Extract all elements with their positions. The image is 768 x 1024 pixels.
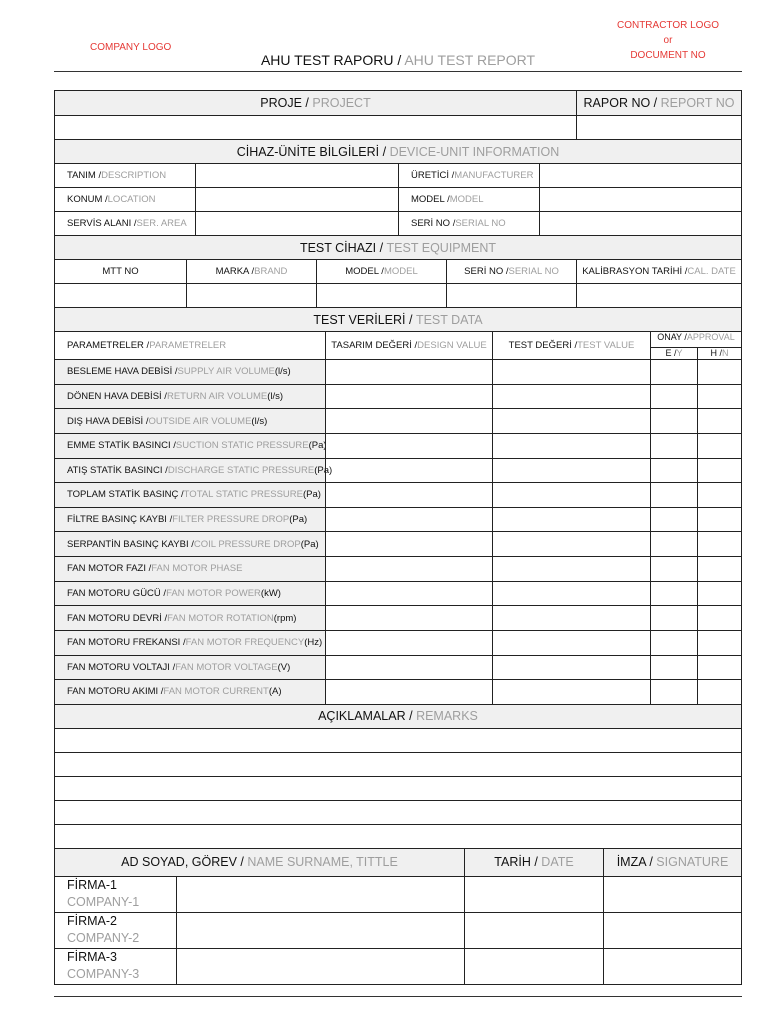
approval-no-field[interactable] (697, 557, 741, 581)
equipment-value-field[interactable] (186, 284, 316, 307)
test-value-field[interactable] (492, 631, 650, 655)
bottom-divider (54, 996, 742, 997)
param-en: RETURN AIR VOLUME (166, 390, 268, 402)
test-value-field[interactable] (492, 656, 650, 680)
col-en: SERIAL NO (508, 266, 559, 277)
name-surname-field[interactable] (176, 949, 464, 984)
design-header-tr: TASARIM DEĞERİ / (331, 340, 418, 351)
col-tr: KALİBRASYON TARİHİ / (582, 266, 688, 277)
design-value-field[interactable] (325, 582, 492, 606)
title-divider (54, 71, 742, 72)
parameter-label (55, 557, 325, 581)
approval-yes-field[interactable] (650, 483, 697, 507)
company-label (55, 949, 176, 984)
test-value-field[interactable] (492, 434, 650, 458)
test-data-columns (55, 331, 741, 359)
device-right-label (398, 164, 539, 187)
approval-yes-field[interactable] (650, 434, 697, 458)
test-value-field[interactable] (492, 409, 650, 433)
label-en: LOCATION (107, 194, 156, 205)
param-tr: FAN MOTOR FAZI / (67, 563, 152, 575)
approval-no-field[interactable] (697, 483, 741, 507)
param-unit: (Pa) (314, 464, 333, 476)
name-surname-field[interactable] (176, 877, 464, 912)
test-equipment-header (55, 235, 741, 259)
parameter-label (55, 582, 325, 606)
device-info-title-en: DEVICE-UNIT INFORMATION (389, 144, 560, 159)
test-value-field[interactable] (492, 508, 650, 532)
param-en: FILTER PRESSURE DROP (172, 514, 290, 526)
param-tr: FAN MOTORU AKIMI / (67, 686, 164, 698)
param-tr: ATIŞ STATİK BASINCI / (67, 464, 168, 476)
test-data-row (55, 408, 741, 433)
design-value-field[interactable] (325, 508, 492, 532)
parameter-label (55, 606, 325, 630)
parameter-label (55, 409, 325, 433)
remarks-header (55, 704, 741, 728)
param-unit: (l/s) (251, 415, 268, 427)
date-header-en: DATE (541, 855, 574, 870)
yes-tr: E / (665, 348, 677, 358)
param-en: OUTSIDE AIR VOLUME (148, 415, 252, 427)
test-value-field[interactable] (492, 360, 650, 384)
approval-en: APPROVAL (686, 332, 735, 342)
param-en: FAN MOTOR ROTATION (167, 612, 274, 624)
approval-yes-field[interactable] (650, 680, 697, 704)
remarks-line[interactable] (55, 824, 741, 848)
param-en: DISCHARGE STATIC PRESSURE (167, 464, 315, 476)
remarks-title (55, 705, 741, 728)
signature-header-en: SIGNATURE (656, 855, 729, 870)
approval-no-field[interactable] (697, 360, 741, 384)
label-tr: SERVİS ALANI / (67, 218, 137, 229)
device-right-label (398, 188, 539, 211)
approval-tr: ONAY / (657, 332, 687, 342)
col-tr: SERİ NO / (464, 266, 509, 277)
device-right-field[interactable] (539, 188, 741, 211)
device-left-field[interactable] (195, 188, 398, 211)
design-value-field[interactable] (325, 434, 492, 458)
device-right-field[interactable] (539, 212, 741, 235)
col-tr: MTT NO (102, 266, 139, 277)
device-left-label (55, 212, 195, 235)
design-value-field[interactable] (325, 409, 492, 433)
company-en: COMPANY-2 (67, 931, 140, 946)
remarks-line[interactable] (55, 728, 741, 752)
signature-field[interactable] (603, 877, 741, 912)
approval-no-field[interactable] (697, 459, 741, 483)
approval-column-header (650, 332, 741, 359)
parameter-label (55, 508, 325, 532)
device-info-title-tr: CİHAZ-ÜNİTE BİLGİLERİ / (236, 144, 387, 159)
date-header (464, 849, 603, 876)
company-en: COMPANY-3 (67, 967, 140, 982)
param-header-tr: PARAMETRELER / (67, 340, 150, 351)
param-tr: FAN MOTORU FREKANSI / (67, 637, 186, 649)
project-field[interactable] (55, 116, 576, 139)
test-data-row (55, 359, 741, 384)
signature-col-header (603, 849, 741, 876)
device-left-field[interactable] (195, 164, 398, 187)
approval-yes-field[interactable] (650, 631, 697, 655)
approval-yes-field[interactable] (650, 532, 697, 556)
parameter-label (55, 532, 325, 556)
test-value-field[interactable] (492, 459, 650, 483)
test-equipment-title (55, 236, 741, 259)
design-value-field[interactable] (325, 680, 492, 704)
signature-header (55, 848, 741, 876)
test-value-field[interactable] (492, 532, 650, 556)
test-data-rows (55, 359, 741, 704)
param-tr: FAN MOTORU GÜCÜ / (67, 587, 167, 599)
design-value-field[interactable] (325, 483, 492, 507)
approval-no-field[interactable] (697, 582, 741, 606)
param-en: FAN MOTOR CURRENT (163, 686, 269, 698)
test-data-title-en: TEST DATA (415, 312, 483, 327)
approval-no-field[interactable] (697, 606, 741, 630)
test-value-field[interactable] (492, 557, 650, 581)
test-data-row (55, 507, 741, 532)
test-data-row (55, 482, 741, 507)
parameter-label (55, 631, 325, 655)
param-en: FAN MOTOR FREQUENCY (185, 637, 305, 649)
param-en: SUPPLY AIR VOLUME (177, 366, 275, 378)
project-header-row (55, 91, 741, 115)
contractor-logo-line: CONTRACTOR LOGO (616, 20, 720, 31)
test-equipment-title-en: TEST EQUIPMENT (386, 240, 497, 255)
param-en: COIL PRESSURE DROP (193, 538, 301, 550)
remarks-line[interactable] (55, 776, 741, 800)
label-tr: ÜRETİCİ / (411, 170, 455, 181)
date-field[interactable] (464, 949, 603, 984)
ahu-test-form (54, 90, 742, 985)
approval-yes-header (651, 348, 698, 359)
test-value-field[interactable] (492, 483, 650, 507)
design-value-field[interactable] (325, 385, 492, 409)
design-value-column-header (325, 332, 492, 359)
test-data-title (55, 308, 741, 331)
test-data-row (55, 433, 741, 458)
approval-yes-field[interactable] (650, 385, 697, 409)
report-no-label-en: REPORT NO (660, 96, 735, 110)
label-en: MANUFACTURER (454, 170, 534, 181)
remarks-title-tr: AÇIKLAMALAR / (318, 709, 413, 724)
remarks-line[interactable] (55, 752, 741, 776)
report-no-label-tr: RAPOR NO / (583, 96, 658, 110)
device-info-header (55, 139, 741, 163)
param-header-en: PARAMETRELER (149, 340, 227, 351)
param-tr: EMME STATİK BASINCI / (67, 440, 176, 452)
param-tr: DIŞ HAVA DEBİSİ / (67, 415, 149, 427)
design-value-field[interactable] (325, 656, 492, 680)
approval-no-header (698, 348, 741, 359)
approval-no-field[interactable] (697, 680, 741, 704)
company-label (55, 877, 176, 912)
equipment-value-field[interactable] (446, 284, 576, 307)
design-value-field[interactable] (325, 532, 492, 556)
remarks-title-en: REMARKS (416, 709, 478, 724)
approval-yes-field[interactable] (650, 557, 697, 581)
project-value-row (55, 115, 741, 139)
label-tr: SERİ NO / (411, 218, 456, 229)
parameter-label (55, 483, 325, 507)
title-tr: AHU TEST RAPORU / (260, 52, 405, 68)
equipment-column-header (55, 260, 186, 283)
test-data-row (55, 581, 741, 606)
equipment-column-header (316, 260, 446, 283)
company-signature-row (55, 948, 741, 984)
approval-yes-field[interactable] (650, 582, 697, 606)
col-en: MODEL (383, 266, 418, 277)
test-value-field[interactable] (492, 680, 650, 704)
parameter-label (55, 680, 325, 704)
name-title-header (55, 849, 464, 876)
approval-yes-field[interactable] (650, 360, 697, 384)
approval-no-field[interactable] (697, 656, 741, 680)
col-en: CAL. DATE (687, 266, 736, 277)
param-en: FAN MOTOR POWER (166, 587, 261, 599)
name-surname-field[interactable] (176, 913, 464, 948)
device-info-title (55, 140, 741, 163)
company-logo-placeholder: COMPANY LOGO (90, 42, 172, 53)
test-value-field[interactable] (492, 606, 650, 630)
label-en: SER. AREA (136, 218, 187, 229)
device-info-row (55, 187, 741, 211)
param-column-header (55, 332, 325, 359)
parameter-label (55, 434, 325, 458)
design-value-field[interactable] (325, 557, 492, 581)
device-left-label (55, 188, 195, 211)
parameter-label (55, 360, 325, 384)
project-label (55, 91, 576, 115)
approval-no-field[interactable] (697, 434, 741, 458)
label-tr: TANIM / (67, 170, 102, 181)
equipment-column-header (446, 260, 576, 283)
test-data-header (55, 307, 741, 331)
test-equipment-columns (55, 259, 741, 283)
company-en: COMPANY-1 (67, 895, 140, 910)
report-no-field[interactable] (576, 116, 741, 139)
test-data-row (55, 556, 741, 581)
contractor-logo-line: or (663, 35, 673, 46)
col-tr: MODEL / (345, 266, 384, 277)
param-unit: (Pa) (308, 440, 327, 452)
parameter-label (55, 656, 325, 680)
equipment-column-header (576, 260, 741, 283)
title-en: AHU TEST REPORT (404, 52, 536, 68)
param-unit: (Pa) (289, 514, 308, 526)
no-tr: H / (710, 348, 722, 358)
param-tr: TOPLAM STATİK BASINÇ / (67, 489, 184, 501)
approval-subcolumns (651, 348, 741, 359)
device-left-field[interactable] (195, 212, 398, 235)
contractor-logo-line: DOCUMENT NO (630, 50, 706, 61)
param-unit: (V) (277, 661, 291, 673)
date-header-tr: TARİH / (494, 855, 538, 870)
param-tr: FAN MOTORU VOLTAJI / (67, 661, 176, 673)
approval-yes-field[interactable] (650, 409, 697, 433)
equipment-value-field[interactable] (55, 284, 186, 307)
param-en: TOTAL STATIC PRESSURE (183, 489, 303, 501)
param-unit: (rpm) (273, 612, 297, 624)
company-signature-row (55, 876, 741, 912)
test-data-row (55, 384, 741, 409)
date-field[interactable] (464, 877, 603, 912)
param-tr: FİLTRE BASINÇ KAYBI / (67, 514, 173, 526)
label-tr: KONUM / (67, 194, 108, 205)
project-label-tr: PROJE / (260, 96, 309, 110)
label-en: DESCRIPTION (101, 170, 167, 181)
col-tr: MARKA / (215, 266, 255, 277)
equipment-value-field[interactable] (576, 284, 741, 307)
device-right-label (398, 212, 539, 235)
test-equipment-title-tr: TEST CİHAZI / (299, 240, 384, 255)
param-unit: (l/s) (274, 366, 291, 378)
test-value-column-header (492, 332, 650, 359)
no-en: N (722, 348, 729, 358)
approval-no-field[interactable] (697, 385, 741, 409)
device-info-rows (55, 163, 741, 235)
parameter-label (55, 459, 333, 483)
signature-field[interactable] (603, 913, 741, 948)
param-en: FAN MOTOR PHASE (151, 563, 243, 575)
param-unit: (A) (268, 686, 282, 698)
signature-field[interactable] (603, 949, 741, 984)
test-data-row (55, 630, 741, 655)
document-title (54, 52, 742, 68)
company-signature-row (55, 912, 741, 948)
signature-header-tr: İMZA / (616, 855, 653, 870)
approval-no-field[interactable] (697, 508, 741, 532)
device-right-field[interactable] (539, 164, 741, 187)
test-data-title-tr: TEST VERİLERİ / (313, 312, 413, 327)
equipment-column-header (186, 260, 316, 283)
label-tr: MODEL / (411, 194, 450, 205)
name-header-tr: AD SOYAD, GÖREV / (121, 855, 244, 870)
param-tr: DÖNEN HAVA DEBİSİ / (67, 390, 167, 402)
design-header-en: DESIGN VALUE (417, 340, 487, 351)
test-data-row (55, 679, 741, 704)
param-unit: (Hz) (304, 637, 323, 649)
device-info-row (55, 163, 741, 187)
param-en: FAN MOTOR VOLTAGE (175, 661, 278, 673)
param-unit: (kW) (260, 587, 281, 599)
label-en: MODEL (449, 194, 484, 205)
test-equipment-value-row (55, 283, 741, 307)
test-value-field[interactable] (492, 385, 650, 409)
label-en: SERIAL NO (455, 218, 506, 229)
approval-no-field[interactable] (697, 409, 741, 433)
test-value-field[interactable] (492, 582, 650, 606)
design-value-field[interactable] (325, 606, 492, 630)
company-tr: FİRMA-3 (67, 950, 117, 965)
report-no-label (576, 91, 741, 115)
project-label-en: PROJECT (312, 96, 371, 110)
param-unit: (Pa) (300, 538, 319, 550)
device-left-label (55, 164, 195, 187)
remarks-line[interactable] (55, 800, 741, 824)
param-unit: (l/s) (267, 390, 284, 402)
approval-no-field[interactable] (697, 631, 741, 655)
param-tr: BESLEME HAVA DEBİSİ / (67, 366, 178, 378)
approval-yes-field[interactable] (650, 508, 697, 532)
approval-yes-field[interactable] (650, 606, 697, 630)
test-data-row (55, 458, 741, 483)
design-value-field[interactable] (325, 360, 492, 384)
test-value-header-tr: TEST DEĞERİ / (508, 340, 578, 351)
approval-yes-field[interactable] (650, 656, 697, 680)
test-data-row (55, 605, 741, 630)
approval-yes-field[interactable] (650, 459, 697, 483)
approval-no-field[interactable] (697, 532, 741, 556)
signature-rows (55, 876, 741, 984)
equipment-value-field[interactable] (316, 284, 446, 307)
param-unit: (Pa) (302, 489, 321, 501)
col-en: BRAND (254, 266, 288, 277)
param-tr: SERPANTİN BASINÇ KAYBI / (67, 538, 194, 550)
approval-label (651, 332, 741, 348)
test-data-row (55, 531, 741, 556)
yes-en: Y (676, 348, 683, 358)
company-label (55, 913, 176, 948)
param-tr: FAN MOTORU DEVRİ / (67, 612, 168, 624)
param-en: SUCTION STATIC PRESSURE (175, 440, 309, 452)
company-tr: FİRMA-1 (67, 878, 117, 893)
name-header-en: NAME SURNAME, TITTLE (247, 855, 398, 870)
date-field[interactable] (464, 913, 603, 948)
device-info-row (55, 211, 741, 235)
design-value-field[interactable] (325, 631, 492, 655)
design-value-field[interactable] (325, 459, 492, 483)
company-tr: FİRMA-2 (67, 914, 117, 929)
parameter-label (55, 385, 325, 409)
test-value-header-en: TEST VALUE (577, 340, 635, 351)
test-data-row (55, 655, 741, 680)
